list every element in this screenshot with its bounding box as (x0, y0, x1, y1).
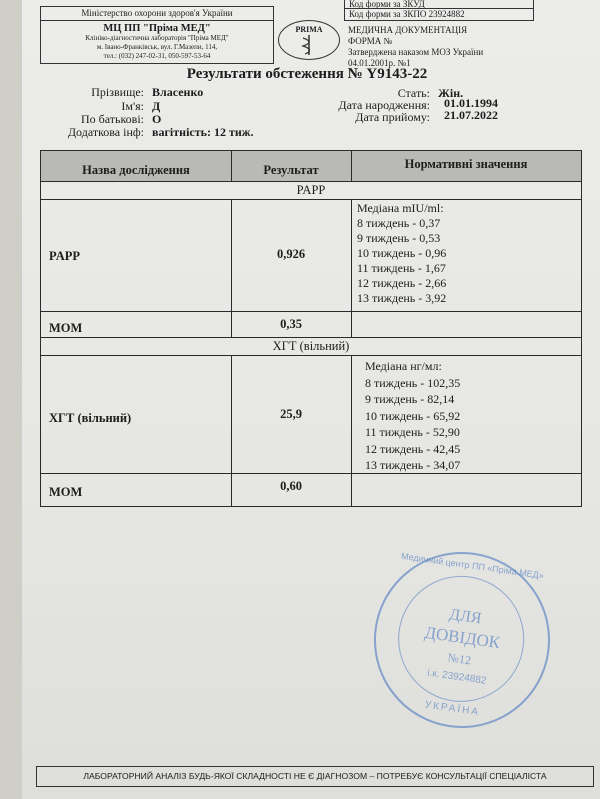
col-line-2a (351, 151, 352, 181)
col-header-name: Назва дослідження (82, 163, 190, 177)
extra-info-label: Додаткова інф: (67, 125, 144, 139)
row-line-5 (41, 355, 581, 356)
norm-item: 11 тиждень - 1,67 (357, 261, 446, 275)
result-papp: 0,926 (276, 247, 306, 261)
test-name-papp: PAPP (49, 249, 81, 263)
norm-item: 12 тиждень - 2,66 (357, 276, 447, 290)
document-sheet (22, 0, 600, 799)
norm-title: Медіана mIU/ml: (357, 201, 444, 215)
visit-date-label: Дата прийому: (355, 110, 430, 124)
stamp-number: №12 (446, 650, 472, 668)
col-header-result: Результат (263, 163, 319, 177)
result-hgt: 25,9 (280, 407, 302, 421)
row-line-1 (41, 181, 581, 182)
stamp-line-2: ДОВІДОК (423, 622, 502, 653)
row-line-3 (41, 311, 581, 312)
right-code: Код форми за ЗКПО 23924882 (344, 8, 534, 21)
right-line-4: 04.01.2001р. №1 (348, 58, 411, 68)
test-name-hgt: ХГТ (вільний) (49, 411, 132, 425)
mom-value-hgt: 0,60 (280, 479, 302, 493)
norm-item: 11 тиждень - 52,90 (365, 425, 460, 439)
right-line-3: Затверджена наказом МОЗ України (348, 47, 484, 57)
right-line-2: ФОРМА № (348, 36, 393, 46)
norm-title: Медіана нг/мл: (365, 359, 442, 373)
sex-label: Стать: (397, 86, 430, 100)
dob-label: Дата народження: (338, 98, 430, 112)
org-line-3: тел.: (032) 247-02-31, 050-597-53-64 (103, 52, 211, 60)
surname-value: Власенко (152, 85, 204, 99)
stamp-country: УКРАЇНА (424, 699, 481, 719)
footer-disclaimer: ЛАБОРАТОРНИЙ АНАЛІЗ БУДЬ-ЯКОЇ СКЛАДНОСТІ НЕ Є ДІАГНОЗОМ – ПОТРЕБУЄ КОНСУЛЬТАЦІЇ СПЕЦІАЛІСТА (83, 771, 547, 781)
right-top: Код форми за ЗКУД (344, 0, 534, 8)
header-right-box (344, 0, 534, 68)
mom-value-papp: 0,35 (280, 317, 302, 331)
norm-item: 13 тиждень - 34,07 (365, 458, 461, 472)
norm-item: 10 тиждень - 65,92 (365, 408, 461, 423)
official-stamp (363, 541, 562, 740)
mom-label-hgt: MOM (49, 485, 83, 499)
stamp-ring-text: Медичний центр ПП «Пріма МЕД» (400, 550, 545, 581)
row-line-2 (41, 199, 581, 200)
norm-item: 12 тиждень - 42,45 (365, 441, 461, 456)
footer-disclaimer-box (36, 766, 594, 787)
name-value: Д (152, 99, 161, 113)
org-name: МЦ ПП "Пріма МЕД" (103, 23, 211, 34)
sex-value: Жін. (438, 86, 464, 100)
col-line-2c (351, 355, 352, 506)
section-heading-hgt: ХГТ (вільний) (272, 339, 350, 353)
norm-item: 9 тиждень - 0,53 (357, 231, 441, 245)
org-line-1: Клініко-діагностична лабораторія "Пріма МЕД" (85, 34, 229, 42)
col-header-norm: Нормативні значення (404, 157, 528, 171)
norms-papp (357, 201, 579, 306)
page-title: Результати обстеження № Y9143-22 (186, 66, 428, 82)
dob-value: 01.01.1994 (444, 96, 498, 110)
stamp-code: і.к. 23924882 (426, 667, 487, 687)
norm-item: 10 тиждень - 0,96 (357, 246, 447, 260)
surname-label: Прізвище: (91, 85, 144, 99)
section-heading-papp: PAPP (296, 183, 326, 197)
ministry-name: Міністерство охорони здоров'я України (41, 7, 273, 21)
mom-label-papp: MOM (49, 321, 83, 335)
visit-date-value: 21.07.2022 (444, 108, 498, 122)
logo (278, 20, 340, 60)
logo-text: PRIMA (295, 25, 323, 34)
norm-item: 8 тиждень - 102,35 (365, 375, 461, 390)
col-line-2b (351, 199, 352, 337)
stamp-line-1: ДЛЯ (448, 606, 483, 628)
header-left-box (40, 6, 274, 64)
extra-info-value: вагітність: 12 тиж. (152, 125, 254, 139)
norm-item: 9 тиждень - 82,14 (365, 392, 455, 406)
norms-hgt (365, 358, 579, 474)
row-line-4 (41, 337, 581, 338)
norm-item: 8 тиждень - 0,37 (357, 216, 441, 230)
patronymic-label: По батькові: (80, 112, 144, 126)
results-table (40, 150, 582, 507)
right-line-1: МЕДИЧНА ДОКУМЕНТАЦІЯ (348, 25, 468, 35)
name-label: Ім'я: (121, 99, 144, 113)
caduceus-icon (279, 34, 339, 56)
org-line-2: м. Івано-Франківськ, вул. Г.Мазепи, 114, (96, 43, 218, 51)
norm-item: 13 тиждень - 3,92 (357, 291, 447, 305)
patronymic-value: О (152, 112, 162, 126)
col-line-1a (231, 151, 232, 181)
